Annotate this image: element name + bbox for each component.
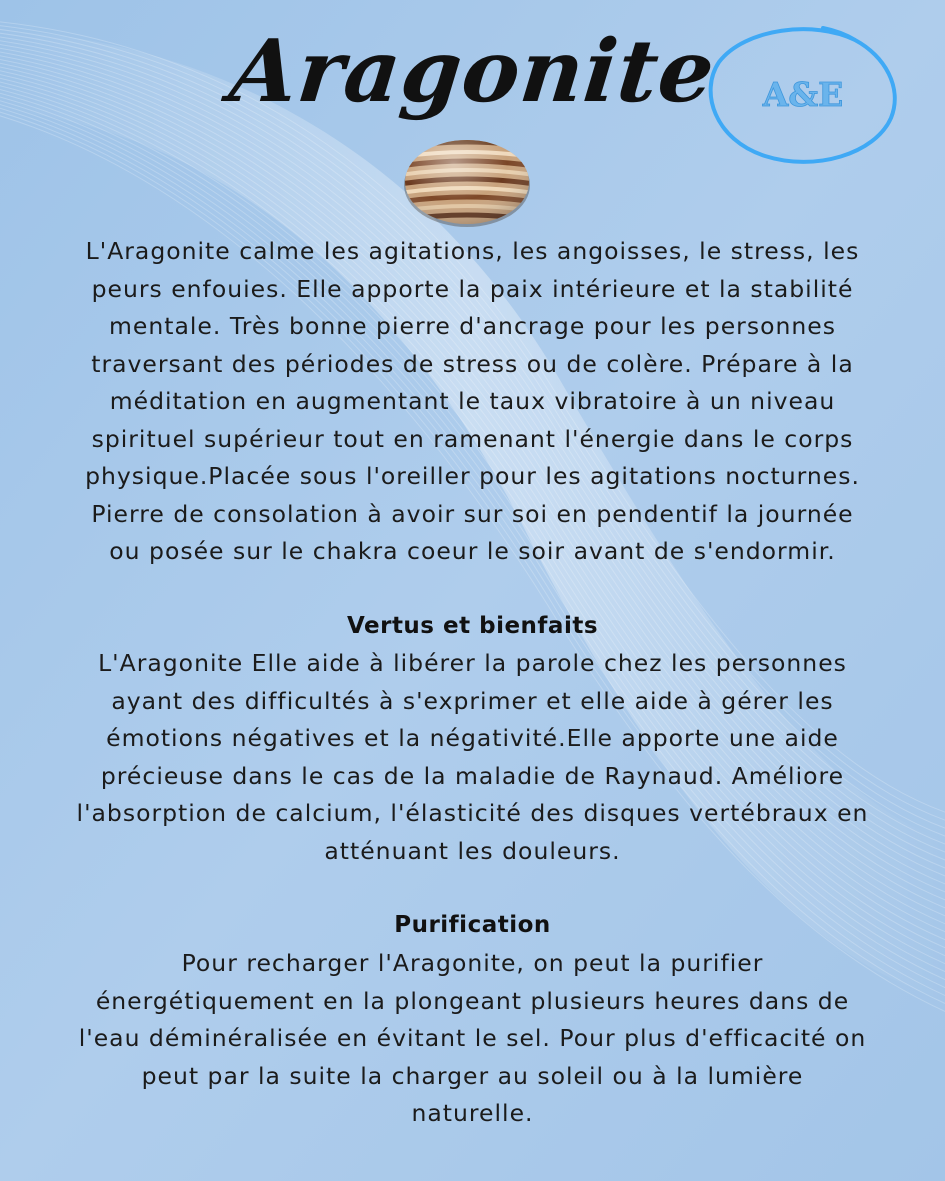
logo-text: A&E xyxy=(762,75,844,114)
aragonite-stone-image xyxy=(400,135,534,229)
heading-vertus-et-bienfaits: Vertus et bienfaits xyxy=(346,613,599,639)
intro-paragraph: L'Aragonite calme les agitations, les angoisses, le stress, les peurs enfouies. Elle apporte la paix intérieure et la stabilité mentale. Très bonne pierre d'ancrage pour les personnes traversant des périodes de stress ou de colère. Prépare à la méditation en augmentant le taux vibratoire à un niveau spirituel supérieur tout en ramenant l'énergie dans le corps physique.Placée sous l'oreiller pour les agitations nocturnes. Pierre de consolation à avoir sur soi en pendentif la journée ou posée sur le chakra coeur le soir avant de s'endormir. xyxy=(85,237,860,565)
ae-logo xyxy=(705,22,897,170)
page-title: Aragonite xyxy=(225,21,720,122)
vertus-paragraph: L'Aragonite Elle aide à libérer la parole chez les personnes ayant des difficultés à s'exprimer et elle aide à gérer les émotions négatives et la négativité.Elle apporte une aide précieuse dans le cas de la maladie de Raynaud. Améliore l'absorption de calcium, l'élasticité des disques vertébraux en atténuant les douleurs. xyxy=(76,649,869,865)
purification-paragraph: Pour recharger l'Aragonite, on peut la purifier énergétiquement en la plongeant plusieurs heures dans de l'eau déminéralisée en évitant le sel. Pour plus d'efficacité on peut par la suite la charger au soleil ou à la lumière naturelle. xyxy=(78,949,867,1127)
heading-purification: Purification xyxy=(394,912,551,938)
